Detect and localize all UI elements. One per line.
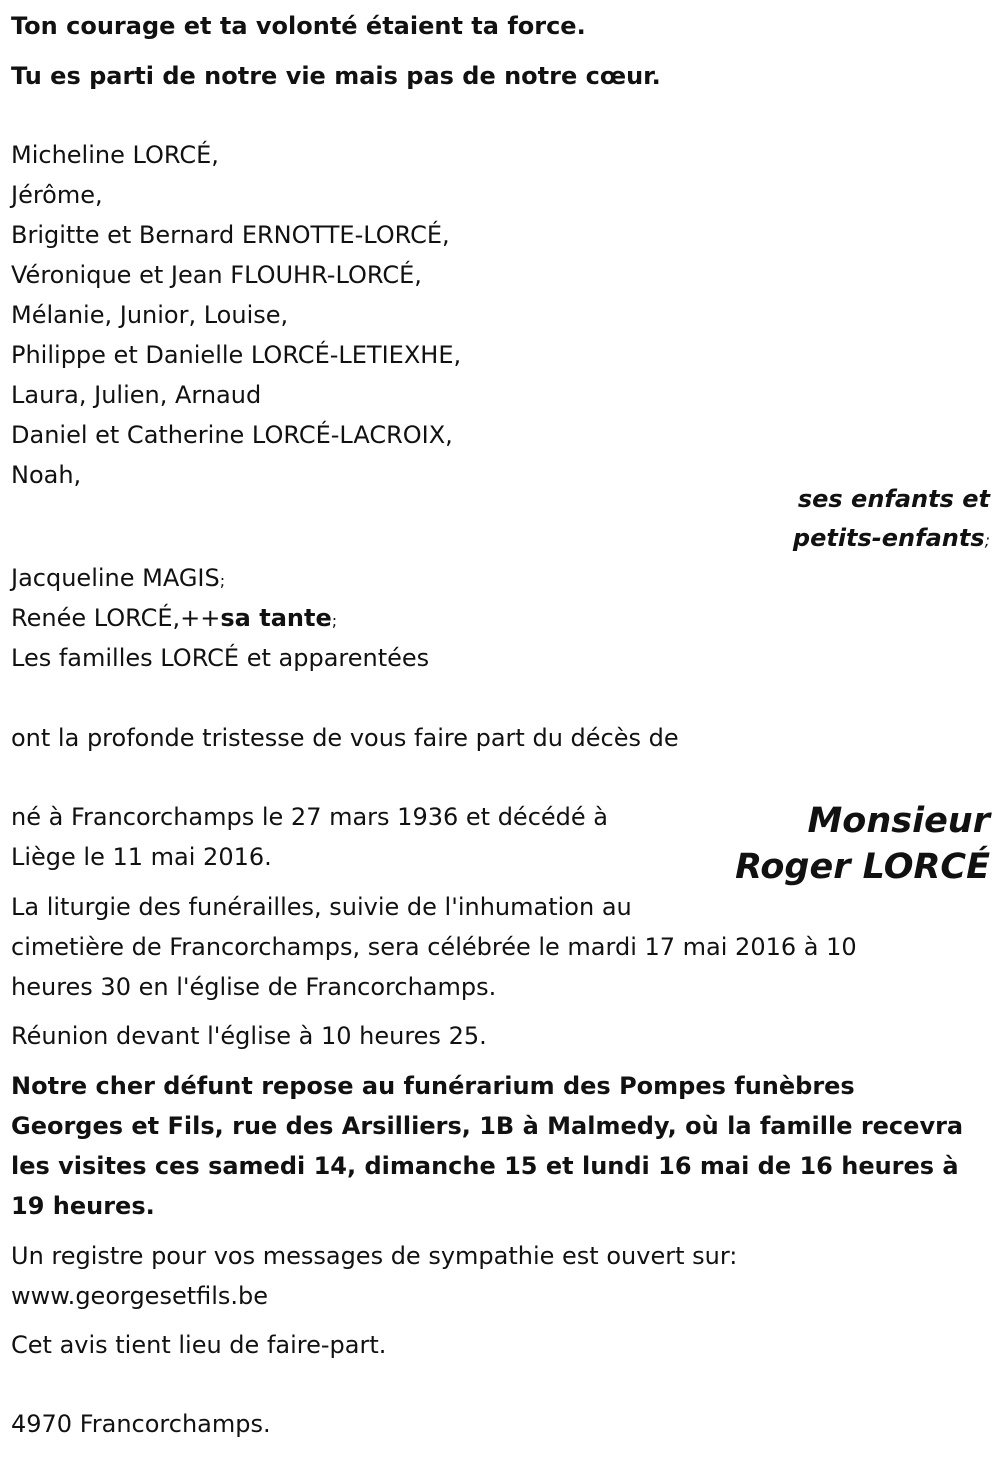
postal-address: 4970 Francorchamps. (11, 1410, 271, 1438)
relative-jacqueline: Jacqueline MAGIS; (11, 564, 226, 592)
quote-line-2: Tu es parti de notre vie mais pas de notre cœur. (11, 62, 661, 90)
family-member: Mélanie, Junior, Louise, (11, 301, 289, 329)
announcement: ont la profonde tristesse de vous faire part du décès de (11, 724, 679, 752)
relative-families: Les familles LORCÉ et apparentées (11, 644, 430, 672)
notice: Cet avis tient lieu de faire-part. (11, 1331, 387, 1359)
liturgy-line-2: cimetière de Francorchamps, sera célébrée le mardi 17 mai 2016 à 10 (11, 933, 857, 961)
register-line-1: Un registre pour vos messages de sympathie est ouvert sur: (11, 1242, 738, 1270)
meeting: Réunion devant l'église à 10 heures 25. (11, 1022, 487, 1050)
children-role-line-1: ses enfants et (797, 485, 990, 513)
deceased-title: Monsieur (807, 801, 990, 841)
quote-line-1: Ton courage et ta volonté étaient ta force. (11, 12, 586, 40)
renee-role: sa tante (220, 604, 332, 632)
family-member: Philippe et Danielle LORCÉ-LETIEXHE, (11, 341, 462, 369)
birth-line-1: né à Francorchamps le 27 mars 1936 et décédé à (11, 803, 608, 831)
family-member: Véronique et Jean FLOUHR-LORCÉ, (11, 261, 422, 289)
deceased-name-block (735, 798, 990, 890)
family-member: Laura, Julien, Arnaud (11, 381, 262, 409)
family-member: Jérôme, (11, 181, 103, 209)
family-member: Noah, (11, 461, 82, 489)
funerarium-line-2: Georges et Fils, rue des Arsilliers, 1B à Malmedy, où la famille recevra (11, 1112, 964, 1140)
family-member: Daniel et Catherine LORCÉ-LACROIX, (11, 421, 453, 449)
funerarium-line-1: Notre cher défunt repose au funérarium des Pompes funèbres (11, 1072, 855, 1100)
relative-renee: Renée LORCÉ,++sa tante; (11, 604, 338, 632)
funerarium-line-4: 19 heures. (11, 1192, 155, 1220)
register-url: www.georgesetfils.be (11, 1282, 269, 1310)
separator: ; (984, 531, 990, 550)
family-member: Brigitte et Bernard ERNOTTE-LORCÉ, (11, 221, 450, 249)
liturgy-line-3: heures 30 en l'église de Francorchamps. (11, 973, 497, 1001)
family-list (11, 135, 461, 495)
funerarium-line-3: les visites ces samedi 14, dimanche 15 et lundi 16 mai de 16 heures à (11, 1152, 959, 1180)
birth-line-2: Liège le 11 mai 2016. (11, 843, 272, 871)
liturgy-line-1: La liturgie des funérailles, suivie de l'inhumation au (11, 893, 632, 921)
children-role-line-2: petits-enfants; (792, 524, 990, 552)
family-member: Micheline LORCÉ, (11, 141, 219, 169)
deceased-name: Roger LORCÉ (735, 847, 990, 887)
